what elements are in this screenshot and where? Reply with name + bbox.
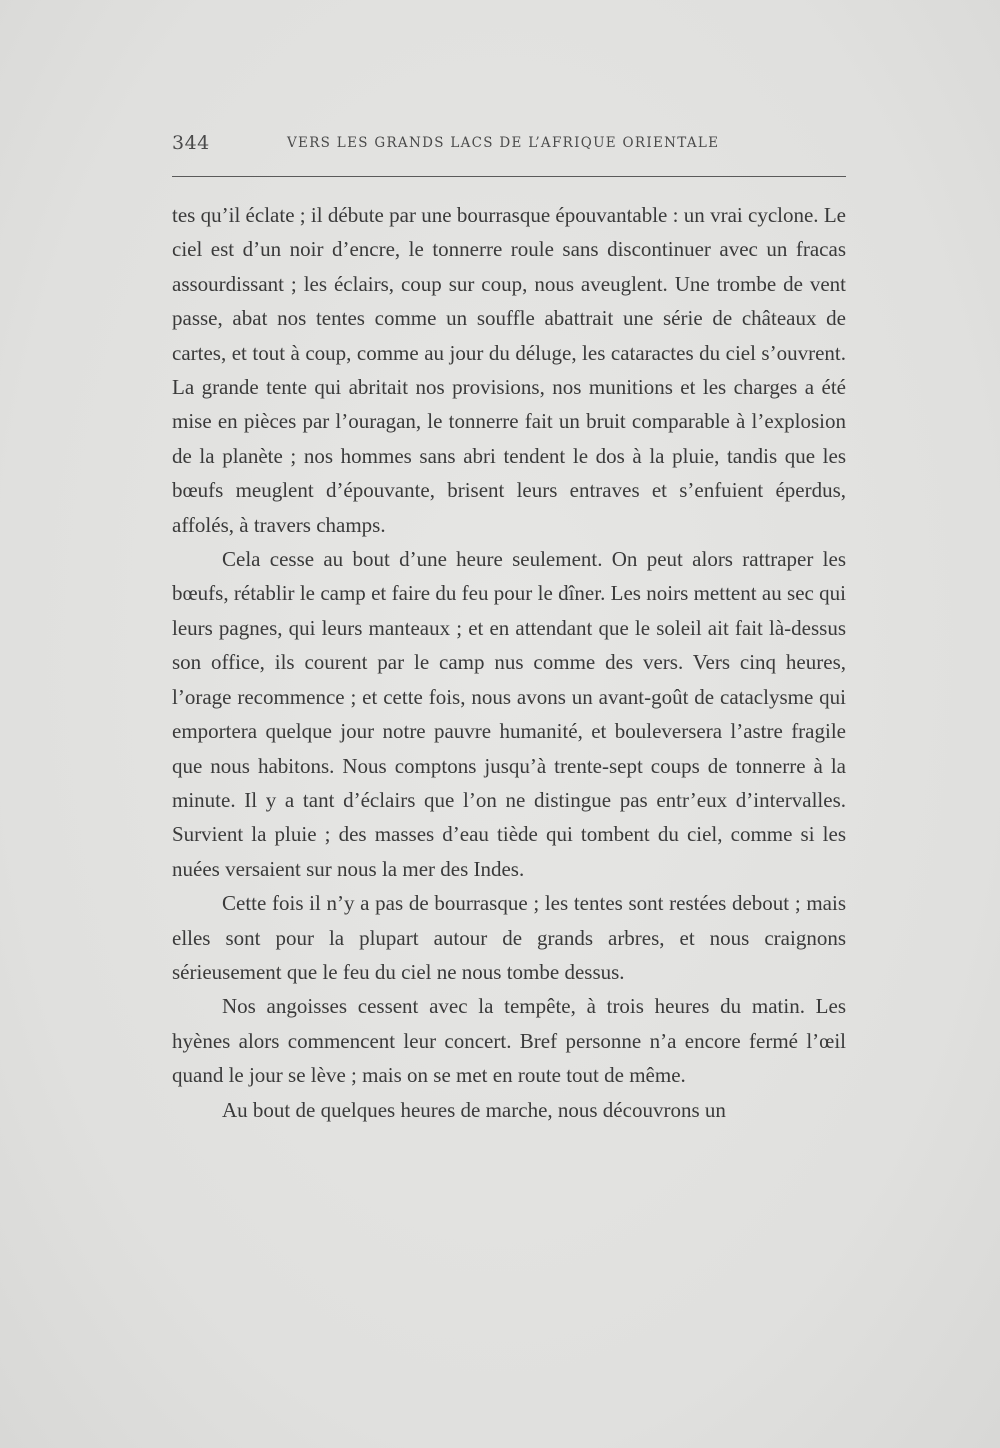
paragraph: Cela cesse au bout d’une heure seulement. On peut alors rattraper les bœufs, rétablir le camp et faire du feu pour le dîner. Les noirs mettent au sec qui leurs pagnes, qui leurs manteaux ; et en attendant que le soleil ait fait là-dessus son office, ils courent par le camp nus comme des vers. Vers cinq heures, l’orage recommence ; et cette fois, nous avons un avant-goût de cataclysme qui emportera quelque jour notre pauvre humanité, et bouleversera l’astre fragile que nous habitons. Nous comptons jusqu’à trente-sept coups de tonnerre à la minute. Il y a tant d’éclairs que l’on ne distingue pas entr’eux d’intervalles. Survient la pluie ; des masses d’eau tiède qui tombent du ciel, comme si les nuées versaient sur nous la mer des Indes. — [172, 547, 846, 881]
paragraph: tes qu’il éclate ; il débute par une bourrasque épouvantable : un vrai cyclone. Le ciel est d’un noir d’encre, le tonnerre roule sans discontinuer avec un fracas assourdissant ; les éclairs, coup sur coup, nous aveuglent. Une trombe de vent passe, abat nos tentes comme un souffle abattrait une série de châteaux de cartes, et tout à coup, comme au jour du déluge, les cataractes du ciel s’ouvrent. La grande tente qui abritait nos provisions, nos munitions et les charges a été mise en pièces par l’ouragan, le tonnerre fait un bruit comparable à l’explosion de la planète ; nos hommes sans abri tendent le dos à la pluie, tandis que les bœufs meuglent d’épouvante, brisent leurs entraves et s’enfuient éperdus, affolés, à travers champs. — [172, 203, 846, 537]
paragraph: Nos angoisses cessent avec la tempête, à trois heures du matin. Les hyènes alors commencent leur concert. Bref personne n’a encore fermé l’œil quand le jour se lève ; mais on se met en route tout de même. — [172, 994, 846, 1088]
paragraph: Au bout de quelques heures de marche, nous découvrons un — [222, 1097, 726, 1122]
page-header — [172, 132, 846, 156]
running-head: VERS LES GRANDS LACS DE L’AFRIQUE ORIENTALE — [287, 135, 720, 151]
page-number: 344 — [172, 132, 210, 154]
header-rule — [172, 176, 846, 177]
body-text — [172, 198, 846, 1127]
paragraph: Cette fois il n’y a pas de bourrasque ; les tentes sont restées debout ; mais elles sont pour la plupart autour de grands arbres, et nous craignons sérieusement que le feu du ciel ne nous tombe dessus. — [172, 891, 846, 984]
